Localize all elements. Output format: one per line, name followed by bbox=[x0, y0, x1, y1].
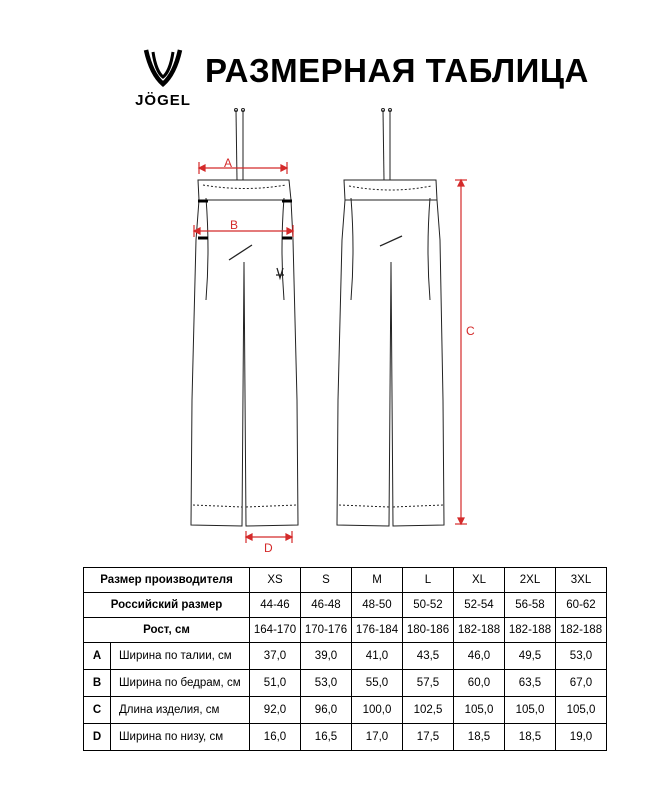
table-cell: 182-188 bbox=[454, 618, 505, 643]
measure-a-label: A bbox=[224, 156, 233, 170]
table-cell: 53,0 bbox=[301, 670, 352, 697]
table-cell: 182-188 bbox=[505, 618, 556, 643]
table-cell: 37,0 bbox=[250, 643, 301, 670]
measure-label: Ширина по талии, см bbox=[111, 643, 250, 670]
brand-name: JÖGEL bbox=[135, 92, 191, 109]
table-header-row bbox=[84, 568, 607, 593]
table-cell: 39,0 bbox=[301, 643, 352, 670]
pants-back-view bbox=[337, 109, 444, 527]
table-cell: S bbox=[301, 568, 352, 593]
table-cell: 48-50 bbox=[352, 593, 403, 618]
measure-letter: A bbox=[84, 643, 111, 670]
measure-label: Ширина по низу, см bbox=[111, 724, 250, 751]
table-cell: 43,5 bbox=[403, 643, 454, 670]
table-cell: 182-188 bbox=[556, 618, 607, 643]
table-cell: 16,0 bbox=[250, 724, 301, 751]
measure-letter: D bbox=[84, 724, 111, 751]
measure-c-arrow bbox=[455, 180, 467, 524]
table-cell: 18,5 bbox=[505, 724, 556, 751]
table-cell: 19,0 bbox=[556, 724, 607, 751]
table-cell: 51,0 bbox=[250, 670, 301, 697]
table-header-row bbox=[84, 593, 607, 618]
table-cell: 57,5 bbox=[403, 670, 454, 697]
table-cell: XL bbox=[454, 568, 505, 593]
table-cell: 53,0 bbox=[556, 643, 607, 670]
measure-b-label: B bbox=[230, 218, 239, 232]
page-title: РАЗМЕРНАЯ ТАБЛИЦА bbox=[205, 52, 589, 89]
table-cell: 49,5 bbox=[505, 643, 556, 670]
table-cell: M bbox=[352, 568, 403, 593]
table-cell: 105,0 bbox=[454, 697, 505, 724]
table-cell: 176-184 bbox=[352, 618, 403, 643]
front-pocket-markers bbox=[198, 201, 292, 238]
table-cell: 46,0 bbox=[454, 643, 505, 670]
row-label: Размер производителя bbox=[84, 568, 250, 593]
measure-letter: C bbox=[84, 697, 111, 724]
table-cell: 16,5 bbox=[301, 724, 352, 751]
table-header-row bbox=[84, 618, 607, 643]
table-cell: 60,0 bbox=[454, 670, 505, 697]
table-cell: 100,0 bbox=[352, 697, 403, 724]
table-cell: 17,0 bbox=[352, 724, 403, 751]
measure-label: Длина изделия, см bbox=[111, 697, 250, 724]
measure-letter: B bbox=[84, 670, 111, 697]
table-cell: 96,0 bbox=[301, 697, 352, 724]
pants-diagram bbox=[0, 100, 665, 560]
measure-b-arrow bbox=[194, 225, 293, 237]
table-cell: L bbox=[403, 568, 454, 593]
table-cell: 105,0 bbox=[505, 697, 556, 724]
jogel-emblem-icon bbox=[140, 48, 186, 92]
table-cell: XS bbox=[250, 568, 301, 593]
table-cell: 41,0 bbox=[352, 643, 403, 670]
table-cell: 17,5 bbox=[403, 724, 454, 751]
table-cell: 180-186 bbox=[403, 618, 454, 643]
measure-d-label: D bbox=[264, 541, 273, 555]
table-row bbox=[84, 724, 607, 751]
table-cell: 92,0 bbox=[250, 697, 301, 724]
table-cell: 50-52 bbox=[403, 593, 454, 618]
table-cell: 52-54 bbox=[454, 593, 505, 618]
table-cell: 55,0 bbox=[352, 670, 403, 697]
table-cell: 2XL bbox=[505, 568, 556, 593]
table-cell: 105,0 bbox=[556, 697, 607, 724]
row-label: Рост, см bbox=[84, 618, 250, 643]
table-cell: 3XL bbox=[556, 568, 607, 593]
table-cell: 67,0 bbox=[556, 670, 607, 697]
table-cell: 46-48 bbox=[301, 593, 352, 618]
table-cell: 18,5 bbox=[454, 724, 505, 751]
table-cell: 63,5 bbox=[505, 670, 556, 697]
table-cell: 56-58 bbox=[505, 593, 556, 618]
table-cell: 44-46 bbox=[250, 593, 301, 618]
size-table bbox=[83, 567, 607, 751]
table-cell: 60-62 bbox=[556, 593, 607, 618]
table-cell: 170-176 bbox=[301, 618, 352, 643]
table-row bbox=[84, 697, 607, 724]
table-cell: 164-170 bbox=[250, 618, 301, 643]
table-row bbox=[84, 670, 607, 697]
row-label: Российский размер bbox=[84, 593, 250, 618]
measure-c-label: C bbox=[466, 324, 475, 338]
measure-label: Ширина по бедрам, см bbox=[111, 670, 250, 697]
table-cell: 102,5 bbox=[403, 697, 454, 724]
table-row bbox=[84, 643, 607, 670]
